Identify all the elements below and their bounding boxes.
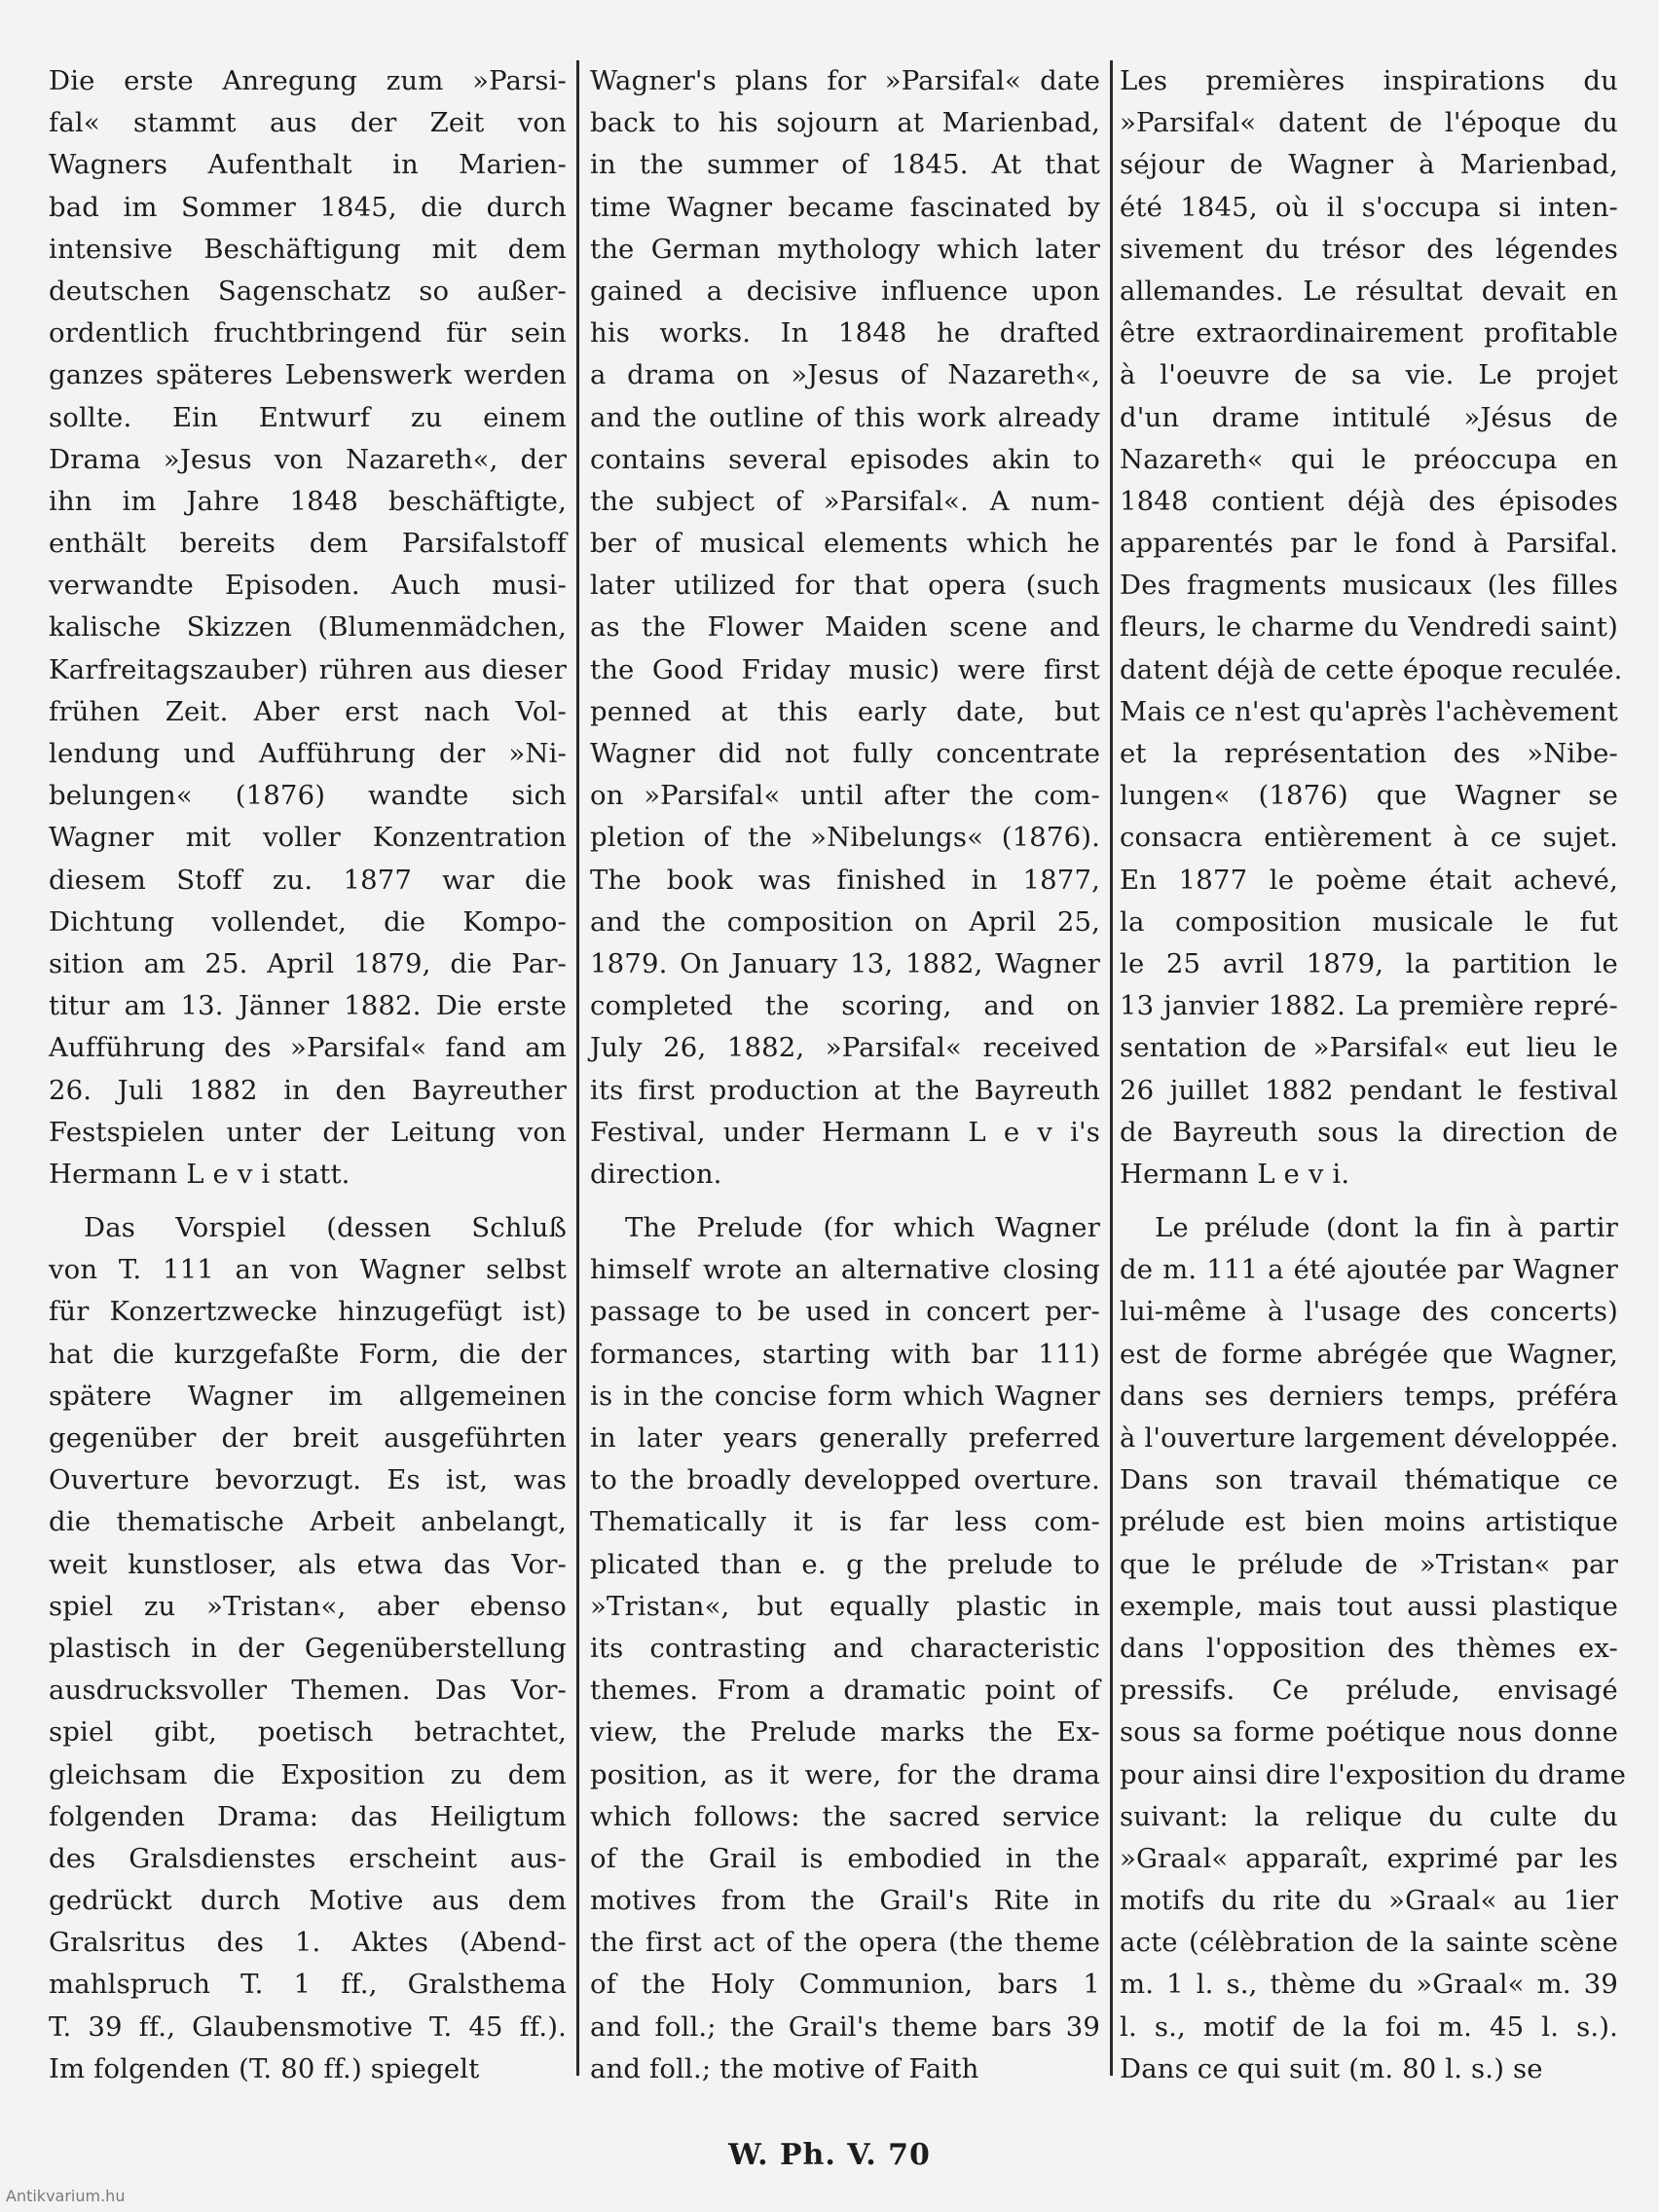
text-line: position, as it were, for the drama (590, 1758, 1100, 1790)
text-line: on »Parsifal« until after the com- (590, 780, 1100, 812)
text-line: d'un drame intitulé »Jésus de (1120, 401, 1618, 433)
text-line: dans ses derniers temps, préféra (1120, 1380, 1618, 1412)
text-line: pressifs. Ce prélude, envisagé (1120, 1675, 1618, 1707)
text-line: »Graal« apparaît, exprimé par les (1120, 1842, 1618, 1874)
text-line: Aufführung des »Parsifal« fand am (49, 1032, 567, 1064)
text-line: sivement du trésor des légendes (1120, 233, 1618, 265)
text-line: Hermann L e v i statt. (49, 1158, 350, 1190)
text-line: is in the concise form which Wagner (590, 1380, 1100, 1412)
text-line: Nazareth« qui le préoccupa en (1120, 443, 1618, 475)
text-line: frühen Zeit. Aber erst nach Vol- (49, 695, 567, 727)
text-line: its contrasting and characteristic (590, 1632, 1100, 1664)
text-line: back to his sojourn at Marienbad, (590, 107, 1100, 139)
text-line: The Prelude (for which Wagner (625, 1212, 1100, 1244)
text-line: later utilized for that opera (such (590, 570, 1100, 602)
text-line: in later years generally preferred (590, 1422, 1100, 1454)
watermark: Antikvarium.hu (6, 2187, 126, 2205)
text-line: deutschen Sagenschatz so außer- (49, 275, 567, 307)
text-line: apparentés par le fond à Parsifal. (1120, 528, 1618, 560)
text-line: Le prélude (dont la fin à partir (1155, 1212, 1618, 1244)
text-line: »Parsifal« datent de l'époque du (1120, 107, 1618, 139)
text-line: à l'ouverture largement développée. (1120, 1422, 1619, 1454)
text-line: and foll.; the Grail's theme bars 39 (590, 2010, 1100, 2043)
text-line: Festival, under Hermann L e v i's (590, 1116, 1100, 1148)
text-line: motives from the Grail's Rite in (590, 1885, 1100, 1917)
text-line: in the summer of 1845. At that (590, 149, 1100, 181)
text-line: his works. In 1848 he drafted (590, 317, 1100, 350)
text-line: as the Flower Maiden scene and (590, 611, 1100, 644)
text-line: En 1877 le poème était achevé, (1120, 864, 1618, 896)
text-line: et la représentation des »Nibe- (1120, 738, 1618, 769)
text-line: the first act of the opera (the theme (590, 1927, 1100, 1959)
text-line: Festspielen unter der Leitung von (49, 1116, 567, 1148)
text-line: Dans son travail thématique ce (1120, 1464, 1618, 1496)
text-line: Thematically it is far less com- (590, 1506, 1100, 1538)
text-line: für Konzertzwecke hinzugefügt ist) (49, 1296, 567, 1328)
text-line: time Wagner became fascinated by (590, 191, 1100, 223)
text-line: »Tristan«, but equally plastic in (590, 1590, 1100, 1622)
text-line: belungen« (1876) wandte sich (49, 780, 567, 812)
text-line: Dichtung vollendet, die Kompo- (49, 905, 567, 938)
text-line: the German mythology which later (590, 233, 1100, 265)
english-paragraph-2 (590, 1207, 1100, 2090)
text-line: Mais ce n'est qu'après l'achèvement (1120, 695, 1618, 727)
text-line: sentation de »Parsifal« eut lieu le (1120, 1032, 1618, 1064)
text-line: gained a decisive influence upon (590, 275, 1100, 307)
text-line: 1879. On January 13, 1882, Wagner (590, 947, 1100, 979)
text-line: ausdrucksvoller Themen. Das Vor- (49, 1675, 567, 1707)
text-line: que le prélude de »Tristan« par (1120, 1548, 1618, 1580)
french-paragraph-1 (1120, 60, 1623, 1196)
text-line: prélude est bien moins artistique (1120, 1506, 1618, 1538)
text-line: of the Holy Communion, bars 1 (590, 1969, 1100, 2001)
text-line: plastisch in der Gegenüberstellung (49, 1632, 567, 1664)
text-line: of the Grail is embodied in the (590, 1842, 1100, 1874)
text-line: ber of musical elements which he (590, 528, 1100, 560)
text-line: sous sa forme poétique nous donne (1120, 1716, 1618, 1749)
text-line: Im folgenden (T. 80 ff.) spiegelt (49, 2052, 480, 2084)
text-line: Dans ce qui suit (m. 80 l. s.) se (1120, 2052, 1543, 2084)
text-line: 1848 contient déjà des épisodes (1120, 485, 1618, 517)
text-line: contains several episodes akin to (590, 443, 1100, 475)
french-paragraph-2 (1120, 1207, 1627, 2090)
english-paragraph-1 (590, 60, 1100, 1196)
text-line: spiel gibt, poetisch betrachtet, (49, 1716, 567, 1749)
text-line: 13 janvier 1882. La première repré- (1120, 990, 1618, 1022)
text-line: 26 juillet 1882 pendant le festival (1120, 1074, 1618, 1106)
text-line: completed the scoring, and on (590, 990, 1100, 1022)
text-line: sollte. Ein Entwurf zu einem (49, 401, 567, 433)
text-line: Gralsritus des 1. Aktes (Abend- (49, 1927, 567, 1959)
text-line: suivant: la relique du culte du (1120, 1800, 1618, 1832)
text-line: ordentlich fruchtbringend für sein (49, 317, 567, 350)
text-line: which follows: the sacred service (590, 1800, 1100, 1832)
text-line: a drama on »Jesus of Nazareth«, (590, 359, 1100, 391)
text-line: acte (célèbration de la sainte scène (1120, 1927, 1618, 1959)
text-line: Wagner's plans for »Parsifal« date (590, 65, 1100, 96)
english-column (590, 60, 1100, 2090)
text-line: T. 39 ff., Glaubensmotive T. 45 ff.). (49, 2010, 567, 2043)
text-line: fleurs, le charme du Vendredi saint) (1120, 611, 1618, 644)
text-line: direction. (590, 1158, 722, 1190)
text-line: des Gralsdienstes erscheint aus- (49, 1842, 567, 1874)
text-line: exemple, mais tout aussi plastique (1120, 1590, 1618, 1622)
text-line: Wagner mit voller Konzentration (49, 822, 567, 854)
text-line: titur am 13. Jänner 1882. Die erste (49, 990, 567, 1022)
text-line: séjour de Wagner à Marienbad, (1120, 149, 1618, 181)
text-line: bad im Sommer 1845, die durch (49, 191, 567, 223)
text-line: gedrückt durch Motive aus dem (49, 1885, 567, 1917)
text-line: hat die kurzgefaßte Form, die der (49, 1338, 567, 1370)
text-line: themes. From a dramatic point of (590, 1675, 1100, 1707)
text-line: kalische Skizzen (Blumenmädchen, (49, 611, 567, 644)
text-line: gegenüber der breit ausgeführten (49, 1422, 567, 1454)
text-line: Des fragments musicaux (les filles (1120, 570, 1618, 602)
text-line: pour ainsi dire l'exposition du drame (1120, 1758, 1627, 1790)
german-paragraph-2 (49, 1207, 567, 2090)
text-line: Das Vorspiel (dessen Schluß (84, 1212, 567, 1244)
german-paragraph-1 (49, 60, 567, 1196)
text-line: la composition musicale le fut (1120, 905, 1618, 938)
text-line: Hermann L e v i. (1120, 1158, 1350, 1190)
text-line: Wagners Aufenthalt in Marien- (49, 149, 567, 181)
text-line: and the outline of this work already (590, 401, 1100, 433)
text-line: folgenden Drama: das Heiligtum (49, 1800, 567, 1832)
text-line: Die erste Anregung zum »Parsi- (49, 65, 567, 96)
text-line: à l'oeuvre de sa vie. Le projet (1120, 359, 1618, 391)
text-line: view, the Prelude marks the Ex- (590, 1716, 1100, 1749)
text-line: être extraordinairement profitable (1120, 317, 1618, 350)
page-footer-label: W. Ph. V. 70 (728, 2138, 931, 2172)
text-line: weit kunstloser, als etwa das Vor- (49, 1548, 567, 1580)
text-line: lui-même à l'usage des concerts) (1120, 1296, 1618, 1328)
text-line: July 26, 1882, »Parsifal« received (590, 1032, 1100, 1064)
text-line: himself wrote an alternative closing (590, 1254, 1100, 1286)
text-line: allemandes. Le résultat devait en (1120, 275, 1618, 307)
text-line: sition am 25. April 1879, die Par- (49, 947, 567, 979)
text-line: to the broadly developped overture. (590, 1464, 1100, 1496)
text-line: de Bayreuth sous la direction de (1120, 1116, 1618, 1148)
text-line: consacra entièrement à ce sujet. (1120, 822, 1618, 854)
text-line: lendung und Aufführung der »Ni- (49, 738, 567, 769)
text-line: dans l'opposition des thèmes ex- (1120, 1632, 1618, 1664)
text-line: its first production at the Bayreuth (590, 1074, 1100, 1106)
text-line: spiel zu »Tristan«, aber ebenso (49, 1590, 567, 1622)
text-line: gleichsam die Exposition zu dem (49, 1758, 567, 1790)
text-line: diesem Stoff zu. 1877 war die (49, 864, 567, 896)
text-line: Karfreitagszauber) rühren aus dieser (49, 653, 567, 685)
text-line: plicated than e. g the prelude to (590, 1548, 1100, 1580)
text-line: l. s., motif de la foi m. 45 l. s.). (1120, 2010, 1618, 2043)
text-line: and the composition on April 25, (590, 905, 1100, 938)
text-line: mahlspruch T. 1 ff., Gralsthema (49, 1969, 567, 2001)
text-line: die thematische Arbeit anbelangt, (49, 1506, 567, 1538)
text-line: Drama »Jesus von Nazareth«, der (49, 443, 567, 475)
text-line: le 25 avril 1879, la partition le (1120, 947, 1618, 979)
text-line: the subject of »Parsifal«. A num- (590, 485, 1100, 517)
text-line: The book was finished in 1877, (590, 864, 1100, 896)
column-divider-left (576, 60, 579, 2076)
text-line: Ouverture bevorzugt. Es ist, was (49, 1464, 567, 1496)
text-line: 26. Juli 1882 in den Bayreuther (49, 1074, 567, 1106)
text-line: penned at this early date, but (590, 695, 1100, 727)
text-line: the Good Friday music) were first (590, 653, 1100, 685)
text-line: lungen« (1876) que Wagner se (1120, 780, 1618, 812)
text-line: de m. 111 a été ajoutée par Wagner (1120, 1254, 1618, 1286)
text-line: pletion of the »Nibelungs« (1876). (590, 822, 1100, 854)
text-line: ihn im Jahre 1848 beschäftigte, (49, 485, 567, 517)
text-line: datent déjà de cette époque reculée. (1120, 653, 1623, 685)
text-line: Wagner did not fully concentrate (590, 738, 1100, 769)
text-line: passage to be used in concert per- (590, 1296, 1100, 1328)
column-divider-right (1110, 60, 1113, 2076)
text-line: Les premières inspirations du (1120, 65, 1618, 96)
text-line: fal« stammt aus der Zeit von (49, 107, 567, 139)
french-column (1120, 60, 1627, 2090)
text-line: verwandte Episoden. Auch musi- (49, 570, 567, 602)
text-line: ganzes späteres Lebenswerk werden (49, 359, 567, 391)
text-line: est de forme abrégée que Wagner, (1120, 1338, 1618, 1370)
german-column (49, 60, 567, 2090)
text-line: spätere Wagner im allgemeinen (49, 1380, 567, 1412)
text-line: von T. 111 an von Wagner selbst (49, 1254, 567, 1286)
text-line: and foll.; the motive of Faith (590, 2052, 979, 2084)
text-line: intensive Beschäftigung mit dem (49, 233, 567, 265)
text-line: enthält bereits dem Parsifalstoff (49, 528, 567, 560)
text-line: motifs du rite du »Graal« au 1ier (1120, 1885, 1618, 1917)
text-line: m. 1 l. s., thème du »Graal« m. 39 (1120, 1969, 1618, 2001)
text-line: formances, starting with bar 111) (590, 1338, 1100, 1370)
text-line: été 1845, où il s'occupa si inten- (1120, 191, 1618, 223)
